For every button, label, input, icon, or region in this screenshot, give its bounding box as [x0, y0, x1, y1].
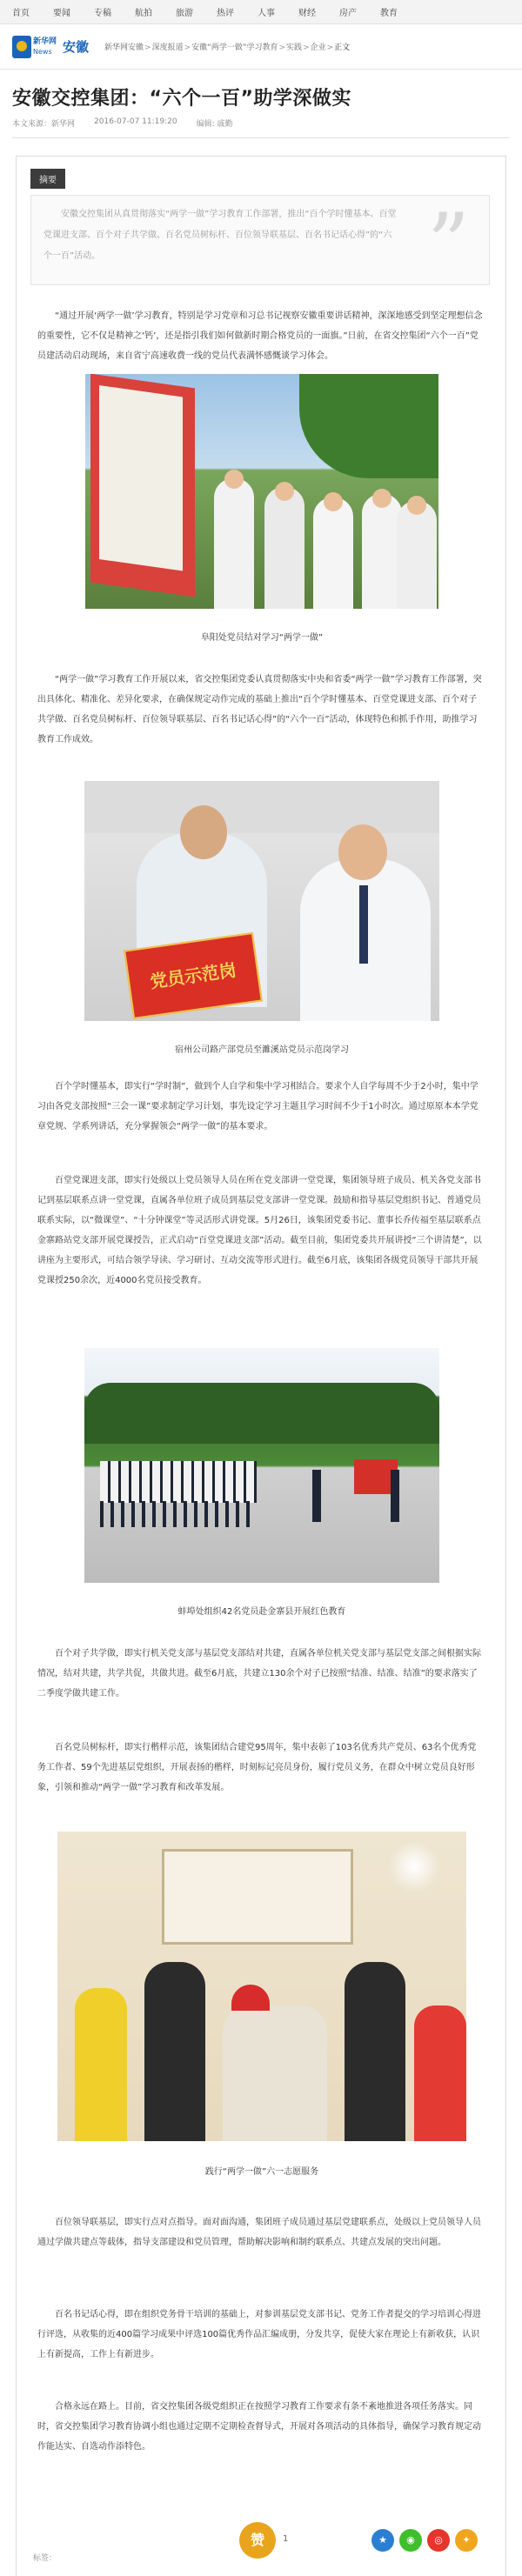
breadcrumb-item[interactable]: 深度报道 [151, 43, 184, 52]
paragraph-7: 百位领导联基层，即实行点对点指导。面对面沟通，集团班子成员通过基层党建联系点，处级以上党员领导人员通过学做共建点等载体，指导支部建设和党员管理，帮助解决影响和制约联系点、共建点发展的突出问题。 [37, 2218, 481, 2247]
breadcrumb-current: 正文 [334, 43, 351, 52]
share-weibo-icon[interactable]: ◎ [427, 2529, 450, 2552]
article-editor: 编辑: 戚勤 [196, 120, 233, 129]
nav-item-personnel[interactable]: 人事 [258, 9, 275, 18]
article-source: 本文来源：新华网 [12, 120, 76, 129]
nav-item-travel[interactable]: 旅游 [176, 9, 193, 18]
figure-3 [17, 1348, 507, 1617]
figure-1 [17, 374, 507, 643]
page-title: 安徽交控集团：“六个一百”助学深做实 [12, 88, 351, 110]
caption-3: 蚌埠处组织42名党员赴金寨县开展红色教育 [177, 1607, 346, 1617]
nav-item-realestate[interactable]: 房产 [339, 9, 357, 18]
share-wechat-icon[interactable]: ◉ [399, 2529, 422, 2552]
paragraph-2: “两学一做”学习教育工作开展以来，省交控集团党委认真贯彻落实中央和省委“两学一做”学习教育工作部署，突出具体化、精准化、差异化要求，在确保规定动作完成的基础上推出“百个学时懂基本、百堂党课进支部、百个对子共学做、百名党员树标杆、百位领导联基层、百名书记话心得”的“六个一百”活动，体现特色和抓手作用，助推学习教育工作成效。 [37, 675, 482, 744]
share-qq-icon[interactable]: ✦ [455, 2529, 478, 2552]
like-count: 1 [283, 2534, 289, 2544]
channel-name[interactable]: 安徽 [63, 39, 90, 55]
tags-label: 标签： [33, 2554, 57, 2563]
site-logo[interactable] [12, 34, 57, 60]
caption-4: 践行“两学一做”六一志愿服务 [204, 2167, 319, 2177]
nav-item-features[interactable]: 专稿 [94, 9, 111, 18]
summary-text: 安徽交控集团从真贯彻落实“两学一做”学习教育工作部署，推出“百个学时懂基本、百堂党课进支部、百个对子共学做、百名党员树标杆、百位领导联基层、百名书记话心得”的“六个一百”活动。 [44, 210, 397, 261]
nav-item-aerial[interactable]: 航拍 [135, 9, 152, 18]
caption-1: 阜阳处党员结对学习“两学一做” [200, 633, 324, 643]
paragraph-9: 合格永远在路上。目前，省交控集团各级党组织正在按照学习教育工作要求有条不紊地推进各项任务落实。同时，省交控集团学习教育协调小组也通过定期不定期检查督导式，开展对各项活动的具体指导，确保学习教育规定动作能达实、自选动作添特色。 [37, 2402, 481, 2452]
nav-item-comment[interactable]: 热评 [217, 9, 234, 18]
photo-3 [84, 1348, 439, 1583]
photo-4 [57, 1832, 466, 2141]
paragraph-6: 百名党员树标杆，即实行楷样示范，该集团结合建党95周年，集中表彰了103名优秀共产党员、63名个优秀党务工作者、59个先进基层党组织，开展表扬的楷样，时刻标记亮员身份，履行党员义务，在群众中树立党员良好形象，引领和推动“两学一做”学习教育和改革发展。 [37, 1743, 477, 1792]
logo-mark-icon [12, 36, 31, 58]
nav-item-finance[interactable]: 财经 [298, 9, 316, 18]
breadcrumb-item[interactable]: 新华网安徽 [104, 43, 144, 52]
summary-section [30, 169, 492, 297]
nav-item-news[interactable]: 要闻 [53, 9, 70, 18]
figure-2 [17, 781, 507, 1055]
party-sign-text: 党员示范岗 [148, 959, 238, 992]
paragraph-4: 百堂党课进支部，即实行处级以上党员领导人员在所在党支部讲一堂党课，集团领导班子成员、机关各党支部书记到基层联系点讲一堂党课，直属各单位班子成员到基层党支部讲一堂党课。鼓励和指导基层党组织书记、普通党员联系实际，以“微课堂”、“十分钟课堂”等灵活形式讲党课。5月26日，该集团党委书记、董事长乔传福至基层联系点金寨路站党支部开展党课授告，正式启动“百堂党课进支部”活动。截至目前，集团党委共开展讲授“三个讲清楚”，以讲座为主要形式，可结合领学导读、学习研讨、互动交流等形式进行。截至6月底，该集团各级党员领导干部共开展党课授250余次，近4000名党员接受教育。 [37, 1176, 482, 1285]
article-time: 2016-07-07 11:19:20 [94, 117, 177, 126]
breadcrumb: 新华网安徽>深度报道>安徽“两学一做”学习教育>实践>企业>正文 [104, 43, 351, 52]
article-actions [17, 2519, 505, 2562]
breadcrumb-item[interactable]: 企业 [310, 43, 326, 52]
nav-item-home[interactable]: 首页 [12, 9, 30, 18]
caption-2: 宿州公司路产部党员至濉溪站党员示范岗学习 [175, 1045, 349, 1055]
logo-text: 新华网 [33, 37, 57, 46]
channel-header [0, 24, 522, 70]
logo-sub: News [33, 47, 52, 56]
article-body [16, 156, 506, 2576]
nav-item-education[interactable]: 教育 [380, 9, 398, 18]
share-qzone-icon[interactable]: ★ [371, 2529, 394, 2552]
paragraph-1: “通过开展‘两学一做’学习教育，特别是学习党章和习总书记视察安徽重要讲话精神，深深地感受到坚定理想信念的重要性，它不仅是精神之‘钙’，还是指引我们如何做新时期合格党员的一面旗。”日前，在省交控集团“六个一百”党员建活动启动现场，来自省宁高速收费一线的党员代表满怀感慨谈学习体会。 [37, 311, 483, 361]
summary-box [30, 195, 490, 293]
paragraph-3: 百个学时懂基本，即实行“学时制”，做到个人自学和集中学习相结合。要求个人自学每周不少于2小时，集中学习由各党支部按照“三会一课”要求制定学习计划，事先设定学习主题且学习时间不少于1小时次。通过原原本本学党章党规、学系列讲话，充分掌握领会“两学一做”的基本要求。 [37, 1082, 478, 1131]
paragraph-5: 百个对子共学做，即实行机关党支部与基层党支部结对共建，直属各单位机关党支部与基层党支部之间根据实际情况，结对共建，共学共促，共做共进。截至6月底，共建立130余个对子已按照“结准、结准、结准”的要求落实了二季度学做共建工作。 [37, 1649, 481, 1698]
top-nav [0, 0, 522, 24]
figure-4 [17, 1832, 507, 2177]
like-button[interactable]: 赞 [239, 2522, 276, 2559]
breadcrumb-item[interactable]: 安徽“两学一做”学习教育 [191, 43, 278, 52]
summary-tag: 摘要 [30, 169, 65, 189]
photo-2 [84, 781, 439, 1021]
paragraph-8: 百名书记话心得，即在组织党务骨干培训的基础上，对参训基层党支部书记、党务工作者提交的学习培训心得进行评选，从收集的近400篇学习成果中评选100篇优秀作品汇编成册，分发共享，促使大家在理论上有新收获，认识上有新提高，工作上有新进步。 [37, 2310, 481, 2359]
photo-1 [85, 374, 438, 609]
breadcrumb-item[interactable]: 实践 [286, 43, 303, 52]
article-meta [12, 117, 510, 138]
quote-mark-icon: ” [426, 196, 470, 293]
